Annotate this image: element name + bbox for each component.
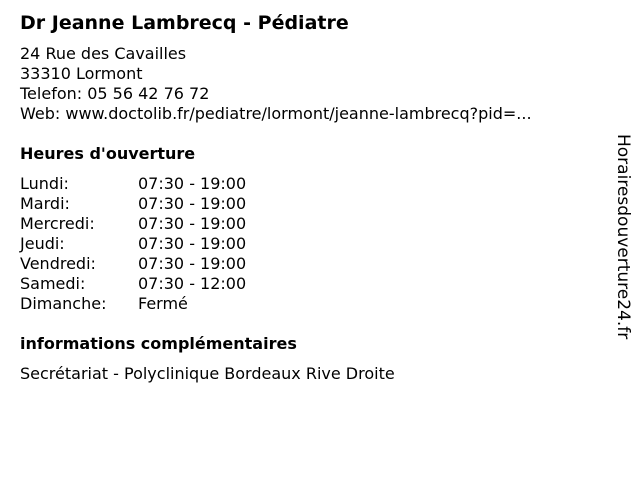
page-title: Dr Jeanne Lambrecq - Pédiatre — [20, 12, 349, 34]
hours-row-monday — [20, 174, 600, 194]
opening-hours-table — [20, 174, 600, 314]
site-watermark: Horairesdouverture24.fr — [613, 134, 633, 340]
phone-number: Telefon: 05 56 42 76 72 — [20, 84, 210, 103]
hours-row-saturday — [20, 274, 600, 294]
address-city: 33310 Lormont — [20, 64, 143, 83]
hours-day: Samedi: — [20, 274, 86, 293]
website-link: Web: www.doctolib.fr/pediatre/lormont/jeanne-lambrecq?pid=... — [20, 104, 532, 123]
opening-hours-heading: Heures d'ouverture — [20, 144, 196, 163]
business-card — [20, 10, 600, 384]
hours-row-sunday — [20, 294, 600, 314]
hours-day: Vendredi: — [20, 254, 96, 273]
hours-time: 07:30 - 12:00 — [138, 274, 247, 293]
hours-row-wednesday — [20, 214, 600, 234]
hours-day: Mercredi: — [20, 214, 95, 233]
address-block — [20, 44, 600, 124]
hours-time: Fermé — [138, 294, 188, 313]
hours-time: 07:30 - 19:00 — [138, 234, 247, 253]
hours-row-friday — [20, 254, 600, 274]
hours-time: 07:30 - 19:00 — [138, 254, 247, 273]
hours-time: 07:30 - 19:00 — [138, 214, 247, 233]
hours-day: Jeudi: — [20, 234, 65, 253]
additional-info-heading: informations complémentaires — [20, 334, 297, 353]
hours-day: Mardi: — [20, 194, 70, 213]
hours-row-tuesday — [20, 194, 600, 214]
hours-day: Lundi: — [20, 174, 69, 193]
hours-time: 07:30 - 19:00 — [138, 174, 247, 193]
additional-info-text: Secrétariat - Polyclinique Bordeaux Rive Droite — [20, 364, 395, 383]
hours-time: 07:30 - 19:00 — [138, 194, 247, 213]
hours-day: Dimanche: — [20, 294, 107, 313]
hours-row-thursday — [20, 234, 600, 254]
address-street: 24 Rue des Cavailles — [20, 44, 187, 63]
